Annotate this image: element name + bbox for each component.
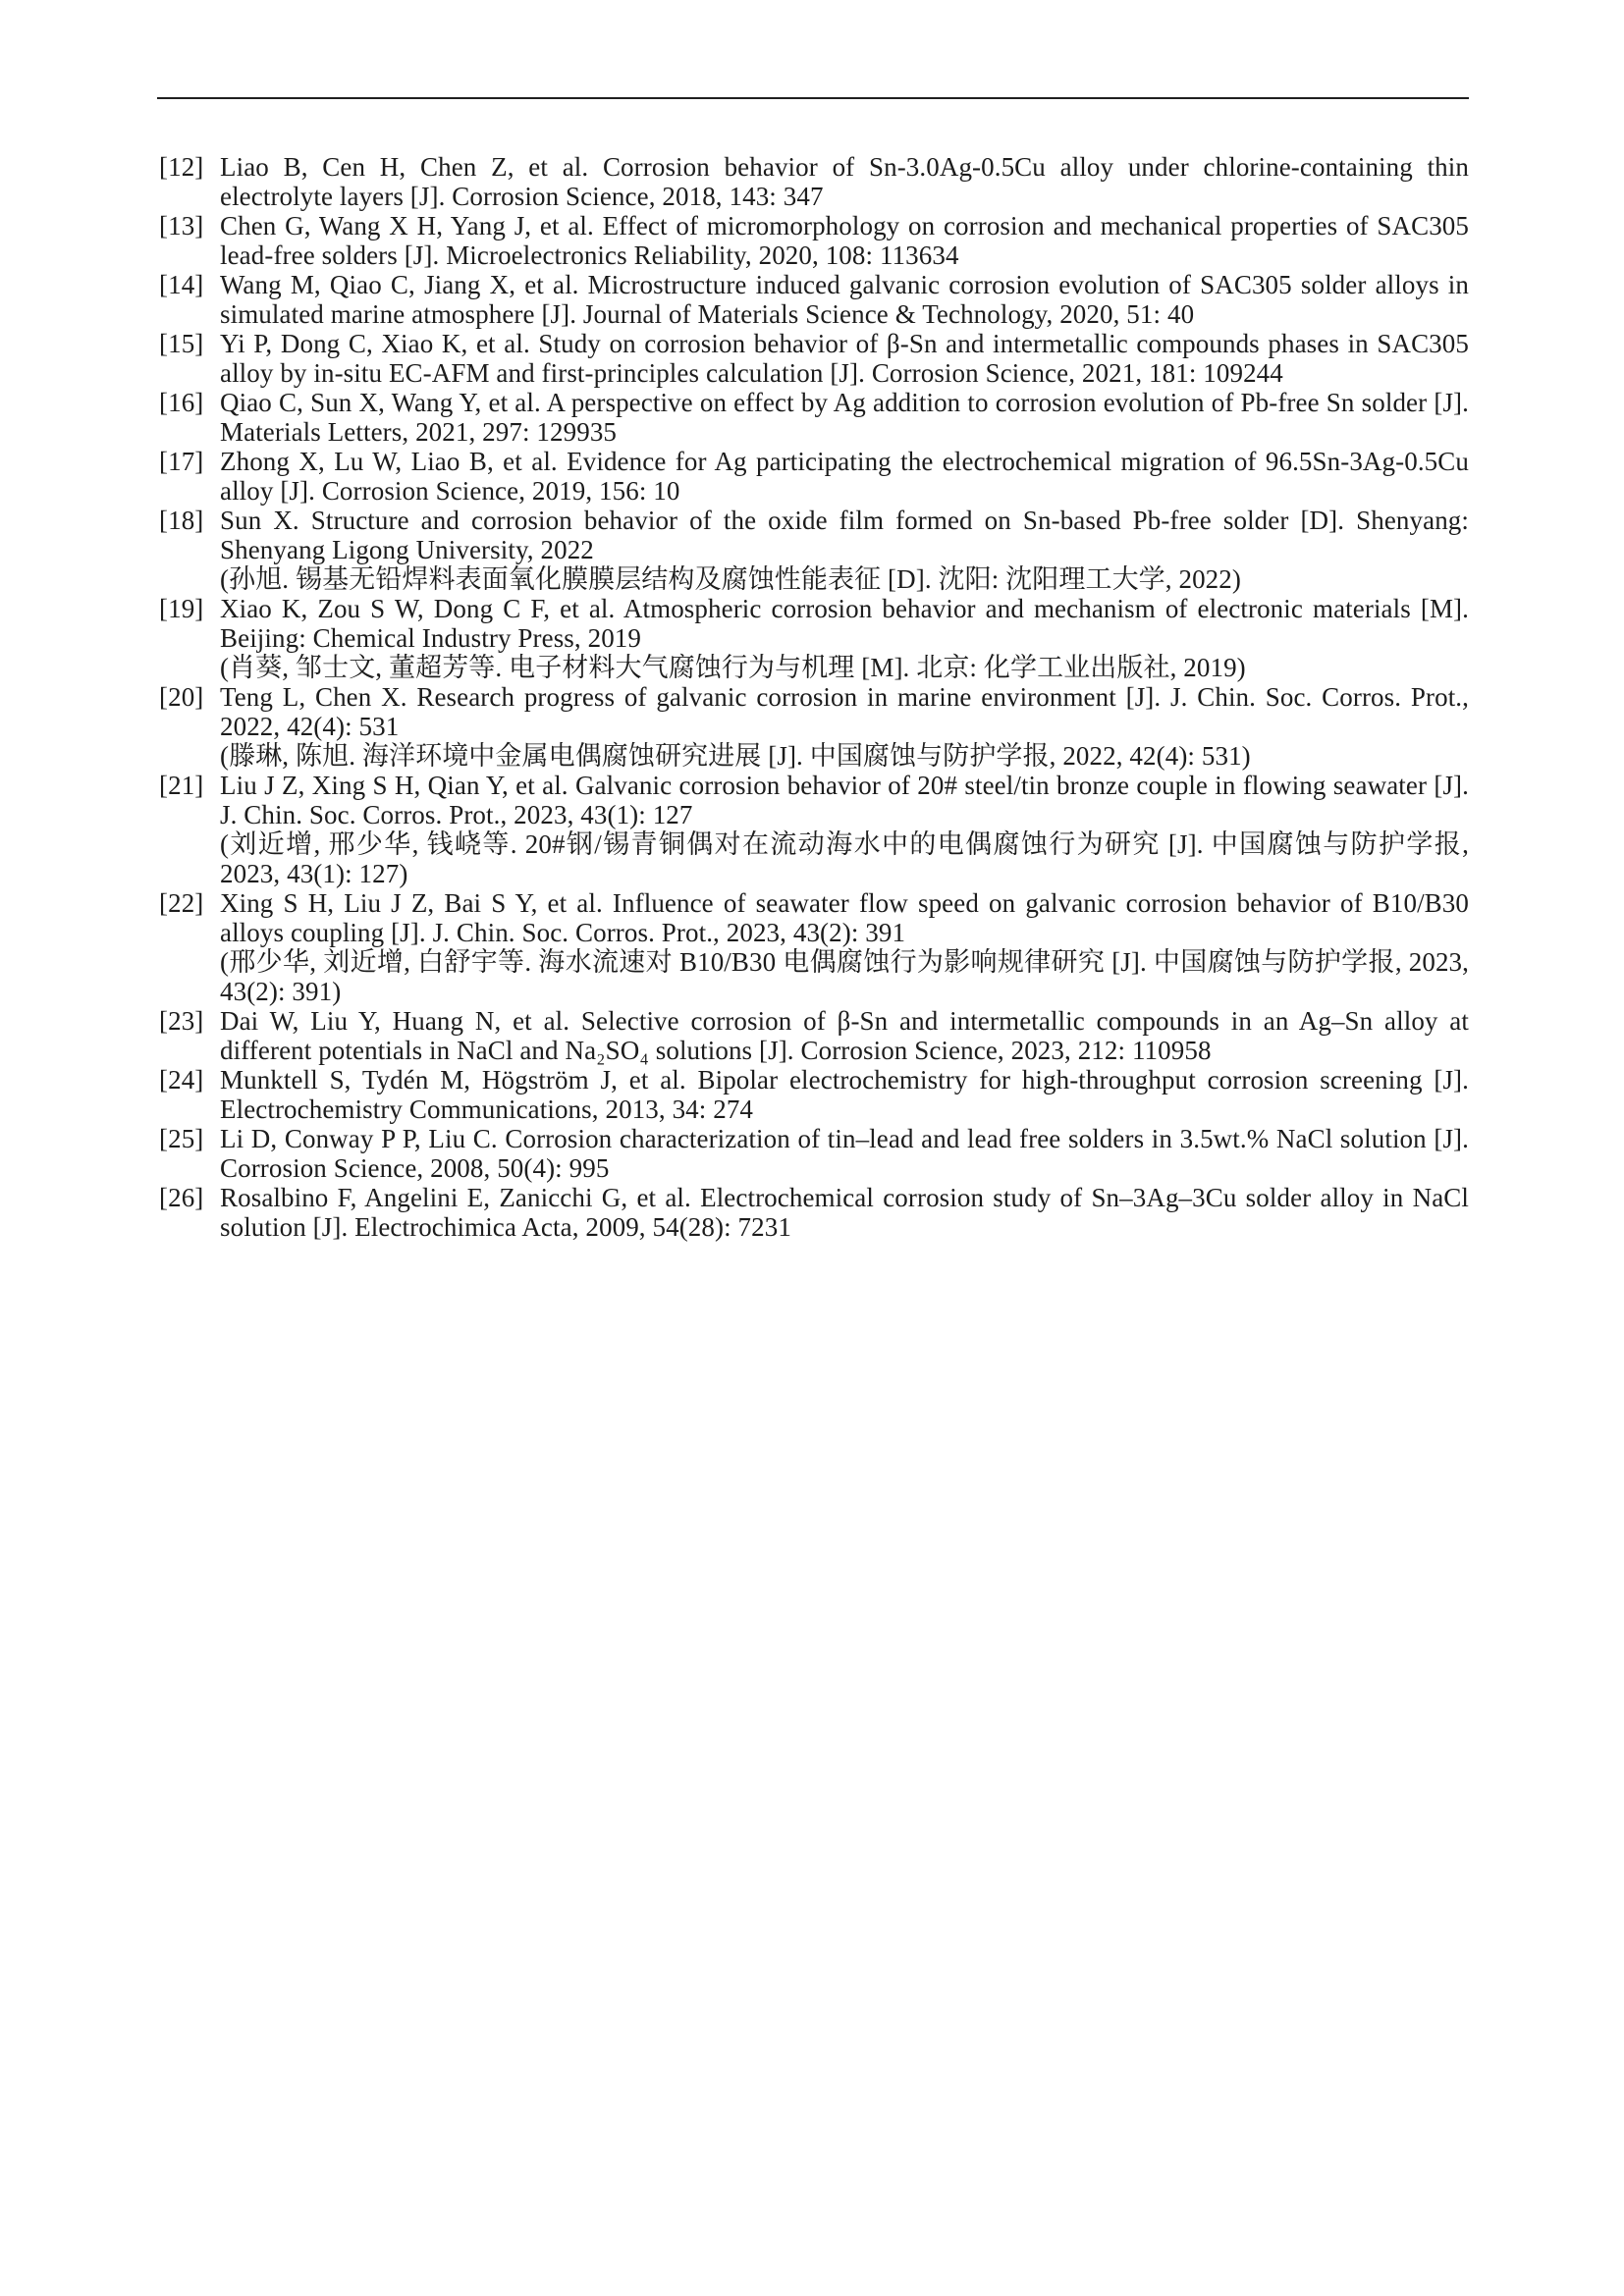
reference-number: [18] bbox=[159, 506, 204, 535]
reference-entry bbox=[159, 152, 1469, 211]
reference-text: Dai W, Liu Y, Huang N, et al. Selective corrosion of β-Sn and intermetallic compounds in an Ag–Sn alloy at different potentials in NaCl and Na₂SO₄ solutions [J]. Corrosion Science, 2023, 212: 110958 bbox=[220, 1006, 1469, 1065]
reference-number: [23] bbox=[159, 1006, 204, 1036]
reference-entry bbox=[159, 1124, 1469, 1183]
reference-entry bbox=[159, 682, 1469, 771]
reference-number: [21] bbox=[159, 771, 204, 800]
reference-number: [19] bbox=[159, 594, 204, 623]
reference-entry bbox=[159, 270, 1469, 329]
reference-number: [13] bbox=[159, 211, 204, 240]
reference-translation: (邢少华, 刘近增, 白舒宇等. 海水流速对 B10/B30 电偶腐蚀行为影响规律研究 [J]. 中国腐蚀与防护学报, 2023, 43(2): 391) bbox=[220, 947, 1469, 1006]
reference-text: Sun X. Structure and corrosion behavior of the oxide film formed on Sn-based Pb-free solder [D]. Shenyang: Shenyang Ligong University, 2022 bbox=[220, 506, 1469, 564]
reference-text: Xiao K, Zou S W, Dong C F, et al. Atmospheric corrosion behavior and mechanism of electronic materials [M]. Beijing: Chemical Industry Press, 2019 bbox=[220, 594, 1469, 653]
reference-text: Munktell S, Tydén M, Högström J, et al. Bipolar electrochemistry for high-throughput corrosion screening [J]. Electrochemistry Communications, 2013, 34: 274 bbox=[220, 1065, 1469, 1124]
reference-text: Qiao C, Sun X, Wang Y, et al. A perspective on effect by Ag addition to corrosion evolution of Pb-free Sn solder [J]. Materials Letters, 2021, 297: 129935 bbox=[220, 388, 1469, 447]
reference-entry bbox=[159, 888, 1469, 1006]
reference-text: Wang M, Qiao C, Jiang X, et al. Microstructure induced galvanic corrosion evolution of SAC305 solder alloys in simulated marine atmosphere [J]. Journal of Materials Science & Technology, 2020, 51: 40 bbox=[220, 270, 1469, 329]
reference-number: [16] bbox=[159, 388, 204, 417]
reference-entry bbox=[159, 506, 1469, 594]
reference-translation: (滕琳, 陈旭. 海洋环境中金属电偶腐蚀研究进展 [J]. 中国腐蚀与防护学报, 2022, 42(4): 531) bbox=[220, 741, 1251, 771]
reference-number: [15] bbox=[159, 329, 204, 358]
reference-text: Liao B, Cen H, Chen Z, et al. Corrosion behavior of Sn-3.0Ag-0.5Cu alloy under chlorine-containing thin electrolyte layers [J]. Corrosion Science, 2018, 143: 347 bbox=[220, 152, 1469, 211]
reference-text: Chen G, Wang X H, Yang J, et al. Effect of micromorphology on corrosion and mechanical properties of SAC305 lead-free solders [J]. Microelectronics Reliability, 2020, 108: 113634 bbox=[220, 211, 1469, 270]
reference-translation: (肖葵, 邹士文, 董超芳等. 电子材料大气腐蚀行为与机理 [M]. 北京: 化学工业出版社, 2019) bbox=[220, 653, 1246, 682]
reference-text: Liu J Z, Xing S H, Qian Y, et al. Galvanic corrosion behavior of 20# steel/tin bronze couple in flowing seawater [J]. J. Chin. Soc. Corros. Prot., 2023, 43(1): 127 bbox=[220, 771, 1469, 829]
header-rule bbox=[157, 97, 1469, 99]
reference-entry bbox=[159, 329, 1469, 388]
reference-number: [22] bbox=[159, 888, 204, 918]
reference-entry bbox=[159, 771, 1469, 888]
reference-text: Yi P, Dong C, Xiao K, et al. Study on corrosion behavior of β-Sn and intermetallic compounds phases in SAC305 alloy by in-situ EC-AFM and first-principles calculation [J]. Corrosion Science, 2021, 181: 109244 bbox=[220, 329, 1469, 388]
reference-translation: (孙旭. 锡基无铅焊料表面氧化膜膜层结构及腐蚀性能表征 [D]. 沈阳: 沈阳理工大学, 2022) bbox=[220, 564, 1241, 594]
reference-entry bbox=[159, 1006, 1469, 1065]
reference-entry bbox=[159, 1065, 1469, 1124]
reference-text: Zhong X, Lu W, Liao B, et al. Evidence for Ag participating the electrochemical migration of 96.5Sn-3Ag-0.5Cu alloy [J]. Corrosion Science, 2019, 156: 10 bbox=[220, 447, 1469, 506]
reference-number: [17] bbox=[159, 447, 204, 476]
reference-list bbox=[159, 152, 1469, 1242]
reference-translation: (刘近增, 邢少华, 钱峣等. 20#钢/锡青铜偶对在流动海水中的电偶腐蚀行为研究 [J]. 中国腐蚀与防护学报, 2023, 43(1): 127) bbox=[220, 829, 1469, 888]
reference-number: [12] bbox=[159, 152, 204, 182]
reference-entry bbox=[159, 594, 1469, 682]
reference-entry bbox=[159, 447, 1469, 506]
reference-entry bbox=[159, 1183, 1469, 1242]
reference-entry bbox=[159, 211, 1469, 270]
reference-text: Rosalbino F, Angelini E, Zanicchi G, et al. Electrochemical corrosion study of Sn–3Ag–3Cu solder alloy in NaCl solution [J]. Electrochimica Acta, 2009, 54(28): 7231 bbox=[220, 1183, 1469, 1242]
reference-text: Teng L, Chen X. Research progress of galvanic corrosion in marine environment [J]. J. Chin. Soc. Corros. Prot., 2022, 42(4): 531 bbox=[220, 682, 1469, 741]
reference-number: [20] bbox=[159, 682, 204, 712]
reference-number: [26] bbox=[159, 1183, 204, 1212]
reference-entry bbox=[159, 388, 1469, 447]
reference-number: [25] bbox=[159, 1124, 204, 1153]
reference-text: Xing S H, Liu J Z, Bai S Y, et al. Influence of seawater flow speed on galvanic corrosion behavior of B10/B30 alloys coupling [J]. J. Chin. Soc. Corros. Prot., 2023, 43(2): 391 bbox=[220, 888, 1469, 947]
reference-number: [14] bbox=[159, 270, 204, 299]
reference-text: Li D, Conway P P, Liu C. Corrosion characterization of tin–lead and lead free solders in 3.5wt.% NaCl solution [J]. Corrosion Science, 2008, 50(4): 995 bbox=[220, 1124, 1469, 1183]
reference-number: [24] bbox=[159, 1065, 204, 1095]
